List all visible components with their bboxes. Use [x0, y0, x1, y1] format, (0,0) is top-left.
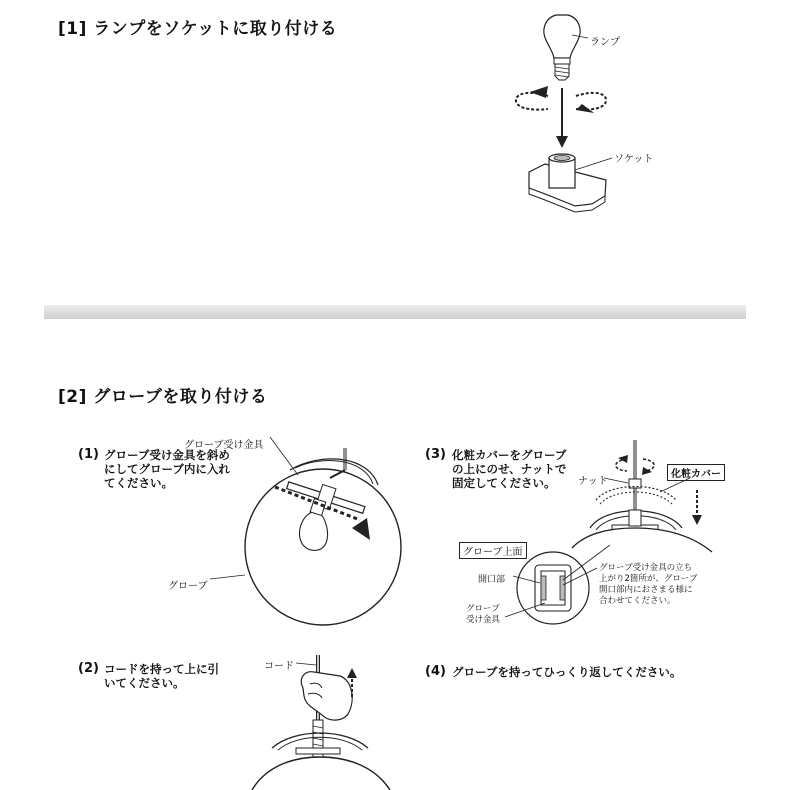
step2-instruction: コードを持って上に引 いてください。 [104, 662, 219, 690]
section2-heading: [2] グローブを取り付ける [58, 387, 268, 407]
step1-instruction: グローブ受け金具を斜め にしてグローブ内に入れ てください。 [104, 448, 230, 490]
step2-number: (2) [78, 661, 99, 676]
bracket-small-label: グローブ 受け金具 [466, 604, 501, 625]
section1-heading: [1] ランプをソケットに取り付ける [58, 19, 338, 39]
globe-label: グローブ [168, 581, 208, 592]
step3-instruction: 化粧カバーをグローブ の上にのせ、ナットで 固定してください。 [452, 448, 567, 490]
cord-label: コード [264, 661, 294, 672]
bracket-label: グローブ受け金具 [184, 440, 264, 451]
nut-label: ナット [578, 476, 608, 487]
step4-instruction: グローブを持ってひっくり返してください。 [452, 665, 682, 679]
socket-label: ソケット [614, 154, 654, 165]
step3-number: (3) [425, 447, 446, 462]
step4-number: (4) [425, 664, 446, 679]
opening-label: 開口部 [478, 575, 506, 585]
alignment-note: グローブ受け金具の立ち 上がり2箇所が、グローブ 開口部内におさまる様に 合わせてください。 [599, 563, 698, 606]
cover-label: 化粧カバー [667, 464, 725, 481]
lamp-label: ランプ [590, 37, 620, 48]
globe-top-label: グローブ上面 [459, 542, 527, 559]
step1-number: (1) [78, 447, 99, 462]
